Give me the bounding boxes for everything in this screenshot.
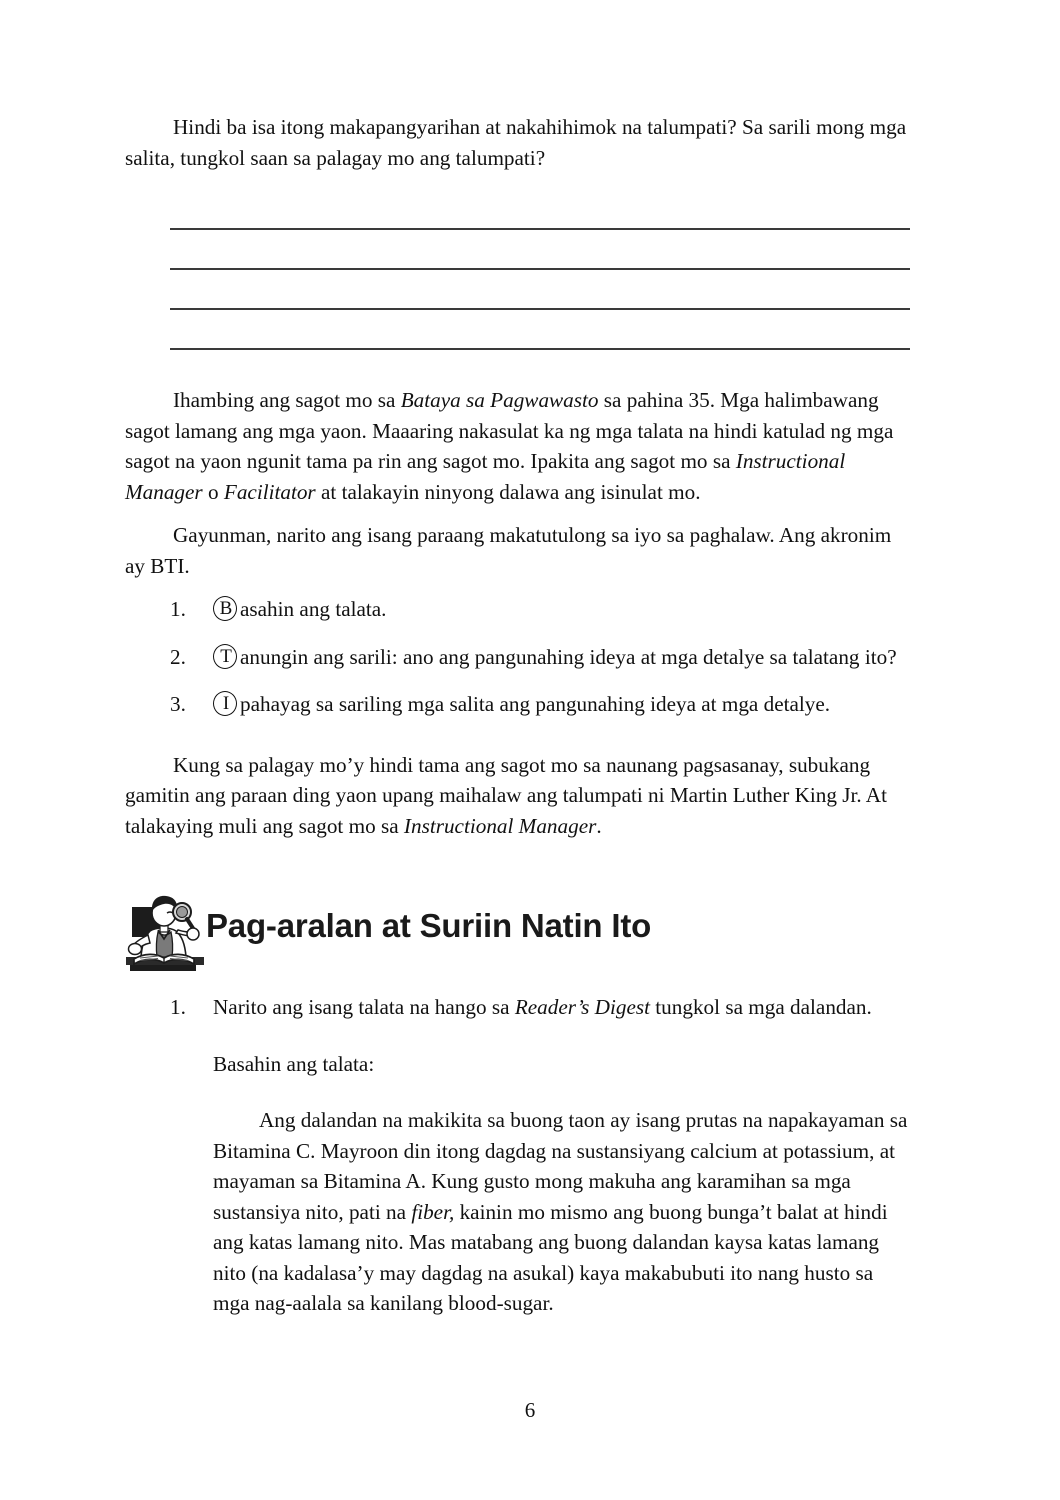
person-with-magnifying-glass-reading-book-icon [120,887,212,979]
bti-step-text: asahin ang talata. [240,597,387,621]
retry-text-1: Kung sa palagay mo’y hindi tama ang sagot mo sa naunang pagsasanay, subukang gamitin ang paraan ding yaon upang maihalaw ang talumpati ni Martin Luther King Jr. At talakaying muli ang sagot mo sa [125,752,887,838]
tasks-list [125,992,910,1023]
spacer [125,507,910,520]
retry-italic-instructional-manager: Instructional Manager [403,813,597,838]
bti-step-item [125,594,910,625]
blank-answer-line[interactable] [170,279,910,319]
blank-answer-line[interactable] [170,199,910,239]
spacer [125,581,910,594]
circled-letter-glyph: I [222,693,230,714]
rule-line-3 [170,308,910,310]
retry-paragraph [125,750,910,842]
circled-letter-glyph: T [220,645,232,667]
bti-step-number: 1. [170,597,186,621]
bti-steps-list [125,594,910,720]
circled-letter-b [213,595,239,622]
acronym-intro-paragraph: Gayunman, narito ang isang paraang makatutulong sa iyo sa paghalaw. Ang akronim ay BTI. [125,523,892,578]
bti-step-number: 2. [170,644,186,669]
read-prompt: Basahin ang talata: [213,1051,375,1076]
excerpt-paragraph [213,1105,910,1319]
excerpt-text-1: Ang dalandan na makikita sa buong taon ay isang prutas na napakayaman sa Bitamina C. Mayroon din itong dagdag na sustansiyang calcium at potassium, at mayaman sa Bitamina A. Kung gusto mong makuha ang karamihan sa mga sustansiya nito, pati na [213,1108,908,1224]
bti-step-text: pahayag sa sariling mga salita ang pangunahing ideya at mga detalye. [240,692,831,716]
page-number: 6 [524,1398,536,1422]
bti-step-number: 3. [170,692,186,716]
compare-text-4: at talakayin ninyong dalawa ang isinulat mo. [315,479,701,504]
task-text-1: Narito ang isang talata na hango sa [213,995,515,1019]
compare-text-3: o [202,479,224,504]
bti-step-item [125,689,910,720]
spacer [125,1023,910,1049]
spacer [125,173,910,199]
intro-paragraph: Hindi ba isa itong makapangyarihan at nakahihimok na talumpati? Sa sarili mong mga salita, tungkol saan sa palagay mo ang talumpati? [125,115,907,170]
compare-text-2: sa pahina 35. Mga halimbawang sagot lamang ang mga yaon. Maaaring nakasulat ka ng mga talata na hindi katulad ng mga sagot na yaon ngunit tama pa rin ang sagot mo. Ipakita ang sagot mo sa [125,388,894,473]
circled-letter-glyph: B [219,598,233,619]
excerpt-text-2: kainin mo mismo ang buong bunga’t balat at hindi ang katas lamang nito. Mas matabang ang buong dalandan kaysa katas lamang nito (na kadalasa’y may dagdag na asukal) kaya makabubuti ito nang husto sa mga nag-aalala sa kanilang blood-sugar. [213,1199,888,1315]
bti-step-text: anungin ang sarili: ano ang pangunahing ideya at mga detalye sa talatang ito? [240,644,897,669]
compare-text-1: Ihambing ang sagot mo sa [173,388,401,412]
spacer [125,1079,910,1105]
excerpt-italic-fiber: fiber, [411,1199,455,1224]
rule-line-4 [170,348,910,350]
spacer [125,737,910,750]
task-number: 1. [170,995,186,1019]
rule-line-2 [170,268,910,270]
answer-lines-group [170,199,910,359]
task-item [125,992,910,1023]
circled-letter-t [213,643,239,670]
compare-italic-facilitator: Facilitator [223,479,316,504]
rule-line-1 [170,228,910,230]
task-italic-readers-digest: Reader’s Digest [514,995,650,1019]
section-heading-block [120,887,910,979]
retry-text-2: . [596,813,602,838]
blank-answer-line[interactable] [170,319,910,359]
spacer [125,979,910,992]
task-text-2: tungkol sa mga dalandan. [649,995,872,1019]
circled-letter-i [213,690,239,717]
page-content [125,112,910,1319]
bti-step-item [125,642,910,673]
section-title: Pag-aralan at Suriin Natin Ito [206,907,652,944]
compare-italic-bataya: Bataya sa Pagwawasto [400,388,599,412]
spacer [125,359,910,385]
blank-answer-line[interactable] [170,239,910,279]
compare-italic-instructional-manager: Instructional Manager [125,449,846,504]
spacer [125,841,910,887]
compare-paragraph [125,385,910,507]
